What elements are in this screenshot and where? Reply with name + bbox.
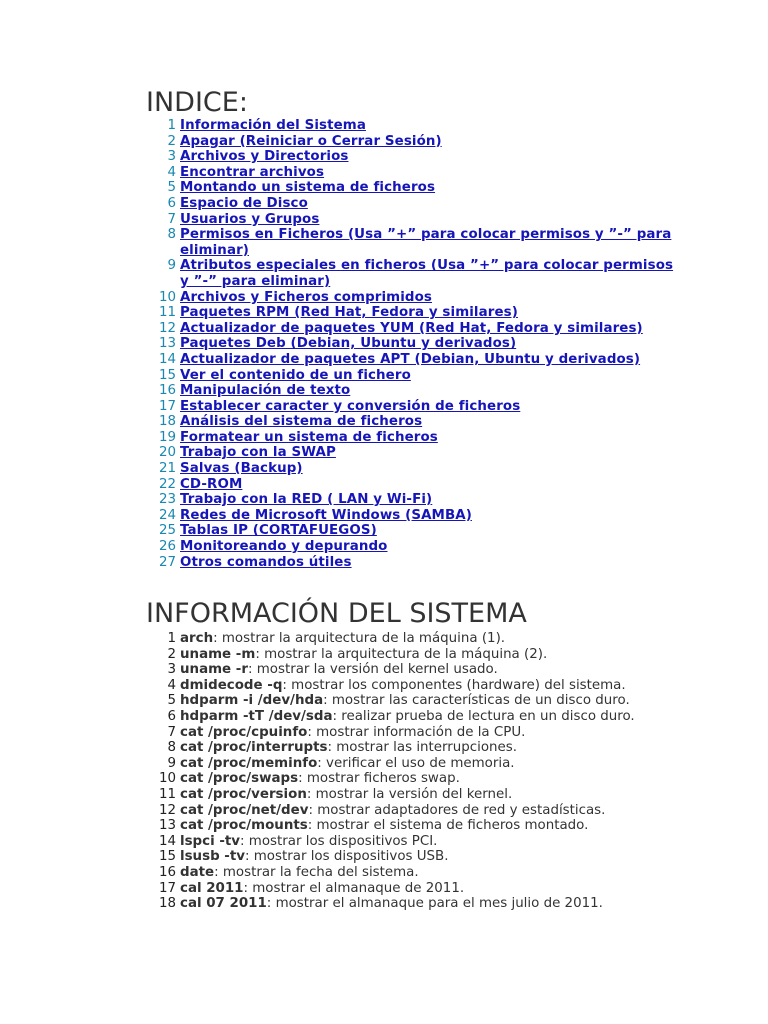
- index-item-number: 20: [158, 445, 176, 461]
- index-item: [140, 118, 680, 134]
- index-link[interactable]: Encontrar archivos: [180, 164, 325, 180]
- command-name: cat /proc/cpuinfo: [180, 724, 308, 740]
- index-link[interactable]: Actualizador de paquetes YUM (Red Hat, Fedora y similares): [180, 320, 643, 336]
- command-item: [140, 818, 680, 834]
- index-link[interactable]: Archivos y Ficheros comprimidos: [180, 289, 432, 305]
- index-link[interactable]: Ver el contenido de un fichero: [180, 367, 411, 383]
- index-link[interactable]: Permisos en Ficheros (Usa ”+” para colocar permisos y ”-” para eliminar): [180, 227, 672, 258]
- command-item: [140, 787, 680, 803]
- command-description: : mostrar el almanaque para el mes julio de 2011.: [266, 896, 603, 912]
- command-item: [140, 865, 680, 881]
- index-link[interactable]: Apagar (Reiniciar o Cerrar Sesión): [180, 133, 442, 149]
- index-item-number: 15: [158, 367, 176, 383]
- index-item: [140, 492, 680, 508]
- index-link[interactable]: Formatear un sistema de ficheros: [180, 429, 438, 445]
- index-item-number: 5: [167, 180, 176, 196]
- command-description: : realizar prueba de lectura en un disco duro.: [332, 708, 635, 724]
- index-item-number: 13: [158, 336, 176, 352]
- command-description: : mostrar las características de un disco duro.: [323, 693, 630, 709]
- command-item-number: 6: [167, 708, 176, 724]
- command-name: cal 07 2011: [180, 896, 267, 912]
- index-link[interactable]: Trabajo con la SWAP: [180, 445, 336, 461]
- index-link[interactable]: CD-ROM: [180, 476, 243, 492]
- command-item: [140, 834, 680, 850]
- index-item: [140, 523, 680, 539]
- command-name: date: [180, 864, 215, 880]
- command-description: : mostrar el almanaque de 2011.: [243, 880, 465, 896]
- command-name: cal 2011: [180, 880, 244, 896]
- command-description: : mostrar la versión del kernel usado.: [247, 662, 498, 678]
- index-item: [140, 445, 680, 461]
- command-item-number: 16: [158, 864, 176, 880]
- command-description: : mostrar los dispositivos PCI.: [240, 833, 438, 849]
- command-description: : mostrar los componentes (hardware) del sistema.: [282, 677, 626, 693]
- index-item: [140, 258, 680, 289]
- index-link[interactable]: Establecer caracter y conversión de ficheros: [180, 398, 521, 414]
- command-description: : mostrar adaptadores de red y estadísticas.: [308, 802, 606, 818]
- index-item-number: 16: [158, 383, 176, 399]
- command-name: cat /proc/meminfo: [180, 755, 318, 771]
- index-item: [140, 430, 680, 446]
- index-item: [140, 461, 680, 477]
- command-item-number: 14: [158, 833, 176, 849]
- index-link[interactable]: Montando un sistema de ficheros: [180, 180, 436, 196]
- command-name: cat /proc/net/dev: [180, 802, 309, 818]
- command-item: [140, 896, 680, 912]
- index-item: [140, 305, 680, 321]
- command-item-number: 3: [167, 662, 176, 678]
- system-info-heading: INFORMACIÓN DEL SISTEMA: [146, 598, 527, 629]
- index-item-number: 7: [167, 211, 176, 227]
- index-item-number: 14: [158, 351, 176, 367]
- index-link[interactable]: Análisis del sistema de ficheros: [180, 414, 423, 430]
- command-description: : mostrar los dispositivos USB.: [245, 849, 449, 865]
- command-description: : mostrar la arquitectura de la máquina (1).: [213, 631, 506, 646]
- index-link[interactable]: Monitoreando y depurando: [180, 539, 388, 555]
- command-name: dmidecode -q: [180, 677, 283, 693]
- index-item-number: 26: [158, 539, 176, 555]
- command-item: [140, 693, 680, 709]
- index-item-number: 23: [158, 492, 176, 508]
- index-item: [140, 555, 680, 571]
- index-item: [140, 290, 680, 306]
- command-item: [140, 678, 680, 694]
- index-item-number: 8: [167, 227, 176, 243]
- command-item: [140, 709, 680, 725]
- command-name: lspci -tv: [180, 833, 241, 849]
- command-item: [140, 647, 680, 663]
- command-description: : mostrar la arquitectura de la máquina (2).: [255, 646, 548, 662]
- index-item-number: 10: [158, 289, 176, 305]
- index-item: [140, 477, 680, 493]
- command-item-number: 18: [158, 896, 176, 912]
- index-item-number: 9: [167, 258, 176, 274]
- system-info-command-list: [140, 631, 680, 912]
- index-item: [140, 165, 680, 181]
- index-item-number: 18: [158, 414, 176, 430]
- index-link[interactable]: Archivos y Directorios: [180, 149, 349, 165]
- command-item-number: 8: [167, 740, 176, 756]
- command-name: arch: [180, 631, 214, 646]
- command-item-number: 15: [158, 849, 176, 865]
- index-item: [140, 227, 680, 258]
- command-item-number: 1: [167, 631, 176, 646]
- index-item: [140, 134, 680, 150]
- command-item: [140, 849, 680, 865]
- index-item: [140, 321, 680, 337]
- command-item: [140, 740, 680, 756]
- index-item: [140, 368, 680, 384]
- index-item-number: 24: [158, 507, 176, 523]
- command-name: cat /proc/mounts: [180, 818, 308, 834]
- command-name: cat /proc/version: [180, 786, 307, 802]
- command-item-number: 13: [158, 818, 176, 834]
- command-item-number: 9: [167, 755, 176, 771]
- index-item: [140, 336, 680, 352]
- index-item-number: 2: [167, 133, 176, 149]
- index-link[interactable]: Espacio de Disco: [180, 195, 308, 211]
- index-item: [140, 508, 680, 524]
- command-description: : verificar el uso de memoria.: [317, 755, 515, 771]
- command-description: : mostrar la versión del kernel.: [306, 786, 513, 802]
- command-description: : mostrar el sistema de ficheros montado.: [307, 818, 589, 834]
- index-link[interactable]: Información del Sistema: [180, 118, 366, 133]
- index-link[interactable]: Atributos especiales en ficheros (Usa ”+” para colocar permisos y ”-” para eliminar): [180, 258, 674, 289]
- command-item: [140, 631, 680, 647]
- index-link[interactable]: Salvas (Backup): [180, 461, 303, 477]
- index-item-number: 3: [167, 149, 176, 165]
- index-link[interactable]: Redes de Microsoft Windows (SAMBA): [180, 507, 472, 523]
- index-item-number: 21: [158, 461, 176, 477]
- index-item: [140, 196, 680, 212]
- command-item: [140, 803, 680, 819]
- index-item-number: 1: [167, 118, 176, 133]
- index-item: [140, 383, 680, 399]
- command-item-number: 7: [167, 724, 176, 740]
- index-item: [140, 399, 680, 415]
- command-description: : mostrar ficheros swap.: [298, 771, 460, 787]
- index-item: [140, 180, 680, 196]
- index-list: [140, 118, 680, 570]
- index-item-number: 22: [158, 476, 176, 492]
- command-name: uname -r: [180, 662, 248, 678]
- command-description: : mostrar las interrupciones.: [327, 740, 518, 756]
- index-item: [140, 149, 680, 165]
- command-item-number: 11: [158, 786, 176, 802]
- index-link[interactable]: Usuarios y Grupos: [180, 211, 320, 227]
- index-item-number: 6: [167, 195, 176, 211]
- command-description: : mostrar información de la CPU.: [307, 724, 526, 740]
- index-item-number: 11: [158, 305, 176, 321]
- command-item: [140, 881, 680, 897]
- command-name: uname -m: [180, 646, 256, 662]
- command-description: : mostrar la fecha del sistema.: [214, 864, 419, 880]
- index-item: [140, 352, 680, 368]
- index-link[interactable]: Tablas IP (CORTAFUEGOS): [180, 523, 377, 539]
- index-item-number: 12: [158, 320, 176, 336]
- index-link[interactable]: Otros comandos útiles: [180, 554, 352, 570]
- command-item: [140, 725, 680, 741]
- command-name: lsusb -tv: [180, 849, 245, 865]
- command-item-number: 5: [167, 693, 176, 709]
- index-link[interactable]: Actualizador de paquetes APT (Debian, Ubuntu y derivados): [180, 351, 641, 367]
- index-item: [140, 212, 680, 228]
- index-link[interactable]: Manipulación de texto: [180, 383, 351, 399]
- index-item-number: 17: [158, 398, 176, 414]
- command-item-number: 17: [158, 880, 176, 896]
- index-item-number: 27: [158, 554, 176, 570]
- index-link[interactable]: Trabajo con la RED ( LAN y Wi-Fi): [180, 492, 433, 508]
- index-item: [140, 539, 680, 555]
- index-item-number: 25: [158, 523, 176, 539]
- command-item: [140, 662, 680, 678]
- command-item: [140, 756, 680, 772]
- index-link[interactable]: Paquetes Deb (Debian, Ubuntu y derivados): [180, 336, 517, 352]
- index-item-number: 4: [167, 164, 176, 180]
- command-item-number: 4: [167, 677, 176, 693]
- command-item: [140, 771, 680, 787]
- index-link[interactable]: Paquetes RPM (Red Hat, Fedora y similares): [180, 305, 518, 321]
- command-item-number: 12: [158, 802, 176, 818]
- command-name: hdparm -i /dev/hda: [180, 693, 324, 709]
- command-item-number: 2: [167, 646, 176, 662]
- index-item-number: 19: [158, 429, 176, 445]
- command-item-number: 10: [158, 771, 176, 787]
- command-name: cat /proc/interrupts: [180, 740, 328, 756]
- command-name: hdparm -tT /dev/sda: [180, 708, 333, 724]
- index-item: [140, 414, 680, 430]
- index-heading: INDICE:: [146, 87, 248, 118]
- command-name: cat /proc/swaps: [180, 771, 299, 787]
